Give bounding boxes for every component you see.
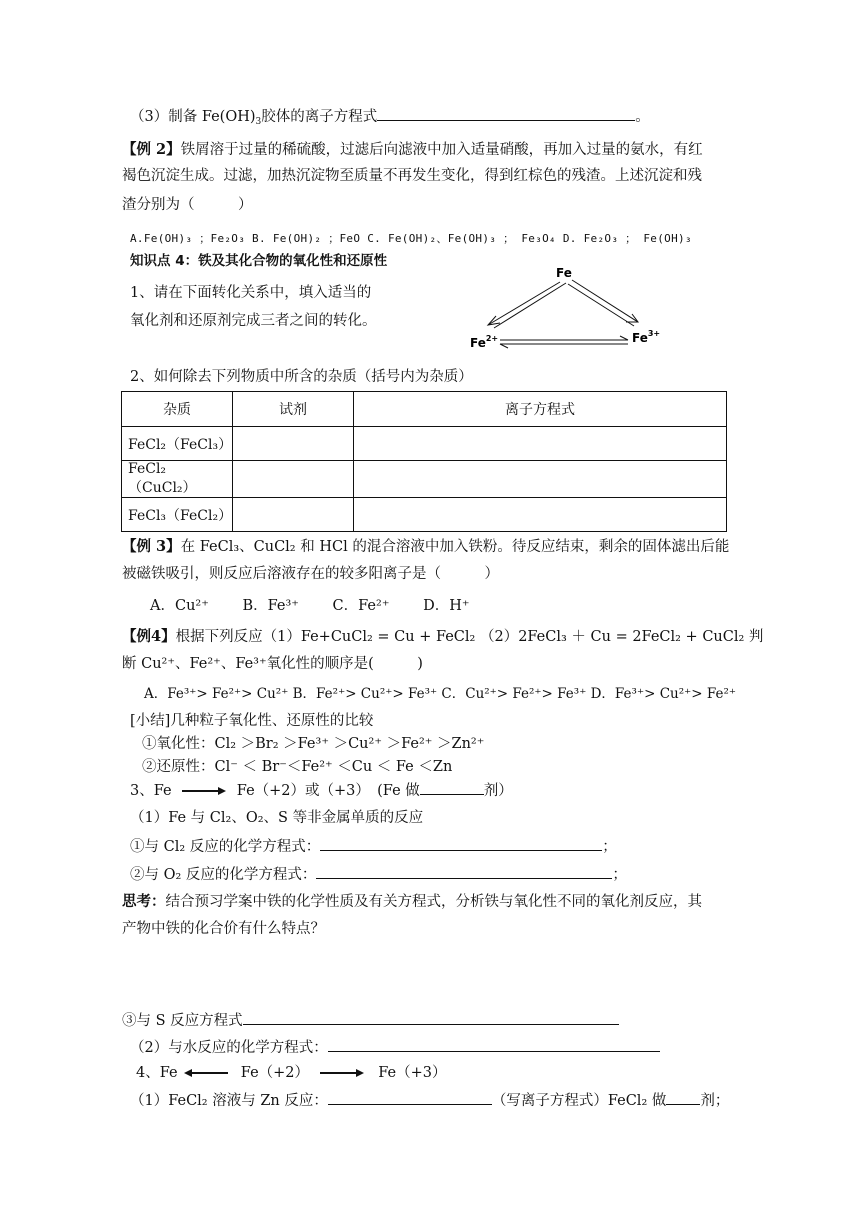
agent-blank[interactable] — [420, 780, 484, 795]
table-row — [122, 461, 727, 498]
knowledge-point-4-heading: 知识点 4：铁及其化合物的氧化性和还原性 — [130, 253, 388, 269]
table-row — [122, 427, 727, 461]
arrow-fe-to-fe2 — [488, 282, 566, 328]
col-ionic-equation: 离子方程式 — [354, 392, 727, 427]
arrow-fe-to-fe3 — [568, 280, 638, 326]
answer-blank[interactable] — [316, 864, 612, 879]
impurity-table — [121, 391, 727, 532]
answer-blank[interactable] — [320, 836, 602, 851]
question-1-line1: 1、请在下面转化关系中，填入适当的 — [130, 285, 372, 301]
arrow-left-icon — [184, 1068, 228, 1078]
prep-text: （3）制备 Fe(OH) — [130, 109, 256, 125]
cell-impurity: FeCl₃（FeCl₂） — [122, 498, 233, 532]
summary-title: [小结]几种粒子氧化性、还原性的比较 — [130, 713, 374, 729]
answer-blank[interactable] — [328, 1037, 660, 1052]
example-2: 【例 2】铁屑溶于过量的稀硫酸，过滤后向滤液中加入适量硝酸，再加入过量的氨水，有红 — [122, 141, 703, 158]
line-prep-fe-oh3: （3）制备 $Fe(OH)_3$胶体的离子方程式 。 — [130, 106, 650, 127]
section-4-1: （1）FeCl₂ 溶液与 Zn 反应： （写离子方程式）FeCl₂ 做 剂； — [130, 1090, 729, 1111]
fe2-label: $Fe^{2+}$ — [470, 334, 499, 350]
arrow-fe2-fe3 — [500, 336, 628, 348]
section-3-a: ①与 Cl₂ 反应的化学方程式： ； — [130, 836, 617, 857]
summary-reducing: ②还原性：Cl⁻ ＜ Br⁻＜Fe²⁺ ＜Cu ＜ Fe ＜Zn — [142, 759, 453, 775]
example-3-options: A．Cu²⁺ B．Fe³⁺ C．Fe²⁺ D．H⁺ — [150, 598, 470, 614]
cell-reagent-input[interactable] — [233, 461, 354, 498]
cell-equation-input[interactable] — [354, 498, 727, 532]
example-4-options: A．Fe³⁺> Fe²⁺> Cu²⁺ B．Fe²⁺> Cu²⁺> Fe³⁺ C．Cu²⁺> Fe²⁺> Fe³⁺ D．Fe³⁺> Cu²⁺> Fe²⁺ — [144, 686, 737, 702]
question-1-line2: 氧化剂和还原剂完成三者之间的转化。 — [130, 313, 377, 329]
col-impurity: 杂质 — [122, 392, 233, 427]
think-line1: 思考：结合预习学案中铁的化学性质及有关方程式，分析铁与氧化性不同的氧化剂反应，其 — [122, 893, 702, 910]
cell-reagent-input[interactable] — [233, 498, 354, 532]
section-3-b: ②与 O₂ 反应的化学方程式： ； — [130, 864, 627, 885]
col-reagent: 试剂 — [233, 392, 354, 427]
section-3-c: ③与 S 反应方程式 — [122, 1010, 619, 1031]
example-4-line2: 断 Cu²⁺、Fe²⁺、Fe³⁺氧化性的顺序是( ) — [122, 656, 423, 672]
example-2-line2: 褐色沉淀生成。过滤，加热沉淀物至质量不再发生变化，得到红棕色的残渣。上述沉淀和残 — [122, 168, 702, 184]
cell-equation-input[interactable] — [354, 427, 727, 461]
question-2: 2、如何除去下列物质中所含的杂质（括号内为杂质） — [130, 369, 473, 385]
example-4: 【例4】根据下列反应（1）Fe+CuCl₂ = Cu + FeCl₂ （2）2FeCl₃ ＋ Cu = 2FeCl₂ + CuCl₂ 判 — [122, 628, 764, 645]
section-4: 4、Fe Fe（+2） Fe（+3） — [136, 1065, 447, 1081]
section-3: 3、Fe Fe（+2）或（+3） (Fe 做 剂） — [130, 780, 513, 801]
arrow-right-icon — [182, 786, 226, 796]
example-3-line2: 被磁铁吸引，则反应后溶液存在的较多阳离子是（ ） — [122, 566, 499, 582]
example-2-line3: 渣分别为（ ） — [122, 197, 253, 213]
iron-triangle-diagram — [460, 262, 670, 352]
answer-blank[interactable] — [377, 106, 635, 121]
prep-text-2: 胶体的离子方程式 — [261, 109, 378, 125]
agent-blank[interactable] — [666, 1090, 700, 1105]
table-header-row — [122, 392, 727, 427]
section-3-2: （2）与水反应的化学方程式： — [130, 1037, 660, 1058]
answer-blank[interactable] — [328, 1090, 492, 1105]
cell-reagent-input[interactable] — [233, 427, 354, 461]
summary-oxidizing: ①氧化性：Cl₂ ＞Br₂ ＞Fe³⁺ ＞Cu²⁺ ＞Fe²⁺ ＞Zn²⁺ — [142, 736, 485, 752]
arrow-right-icon — [320, 1068, 364, 1078]
fe-label: Fe — [556, 266, 572, 280]
cell-impurity: FeCl₂（FeCl₃） — [122, 427, 233, 461]
example-3: 【例 3】在 FeCl₃、CuCl₂ 和 HCl 的混合溶液中加入铁粉。待反应结束，剩余的固体滤出后能 — [122, 538, 730, 555]
think-line2: 产物中铁的化合价有什么特点？ — [122, 921, 325, 937]
example-2-tag: 【例 2】 — [122, 141, 181, 158]
table-row — [122, 498, 727, 532]
section-3-1: （1）Fe 与 Cl₂、O₂、S 等非金属单质的反应 — [130, 810, 424, 826]
fe3-label: $Fe^{3+}$ — [632, 329, 661, 345]
cell-equation-input[interactable] — [354, 461, 727, 498]
cell-impurity: FeCl₂（CuCl₂） — [122, 461, 233, 498]
answer-blank[interactable] — [243, 1010, 619, 1025]
example-2-options: A.Fe(OH)₃ ；Fe₂O₃ B. Fe(OH)₂ ；FeO C. Fe(OH)₂、Fe(OH)₃ ； Fe₃O₄ D. Fe₂O₃ ； Fe(OH)₃ — [130, 232, 692, 245]
